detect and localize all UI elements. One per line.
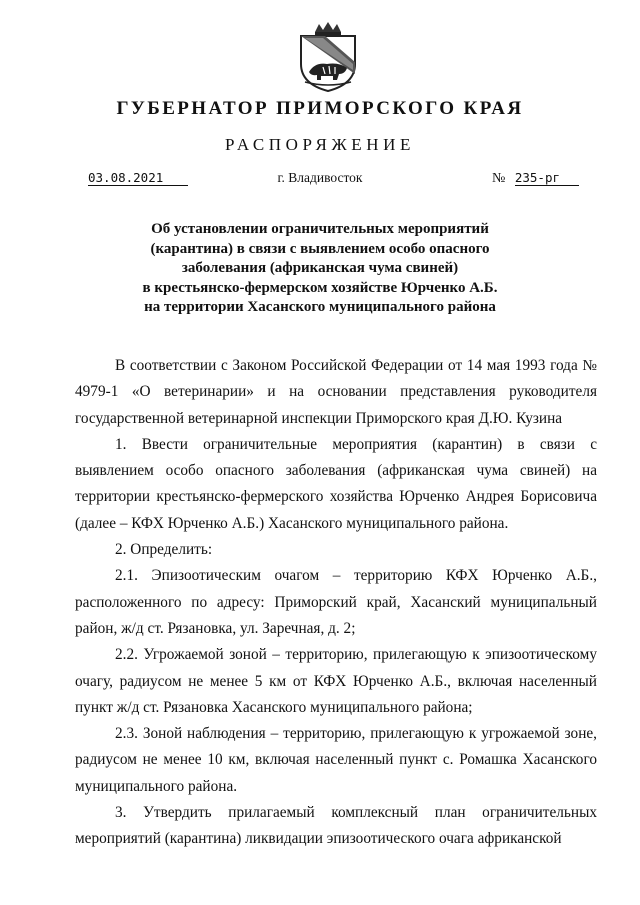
title-line: Об установлении ограничительных мероприятий (151, 221, 489, 237)
body-paragraph: 3. Утвердить прилагаемый комплексный план ограничительных мероприятий (карантина) ликвидации эпизоотического очага африканской (75, 804, 597, 848)
body-paragraph: 2.1. Эпизоотическим очагом – территорию КФХ Юрченко А.Б., расположенного по адресу: Приморский край, Хасанский муниципальный район, ж/д ст. Рязановка, ул. Заречная, д. 2; (75, 567, 597, 637)
body-paragraph: 1. Ввести ограничительные мероприятия (карантин) в связи с выявлением особо опасного заболевания (африканская чума свиней) на территории крестьянско-фермерского хозяйства Юрченко Андрея Борисовича (далее – КФХ Юрченко А.Б.) Хасанского муниципального района. (75, 435, 597, 532)
coat-of-arms-icon (295, 22, 361, 92)
body-paragraph: 2.2. Угрожаемой зоной – территорию, прилегающую к эпизоотическому очагу, радиусом не менее 5 км от КФХ Юрченко А.Б., включая населенный пункт ж/д ст. Рязановка Хасанского муниципального района; (75, 646, 597, 716)
date-value: 03.08.2021 (88, 170, 188, 186)
number-prefix: № (492, 171, 506, 186)
title-line: заболевания (африканская чума свиней) (181, 260, 459, 277)
document-type: РАСПОРЯЖЕНИЕ (224, 135, 416, 154)
title-line: на территории Хасанского муниципального района (144, 299, 496, 316)
body-paragraph: 2. Определить: (115, 541, 213, 559)
issuing-authority: ГУБЕРНАТОР ПРИМОРСКОГО КРАЯ (116, 98, 524, 119)
body-paragraph: 2.3. Зоной наблюдения – территорию, прилегающую к угрожаемой зоне, радиусом не менее 10 км, включая населенный пункт с. Ромашка Хасанского муниципального района. (75, 725, 597, 795)
document-number (492, 170, 579, 187)
document-body (75, 353, 597, 853)
number-value: 235-рг (515, 170, 579, 186)
body-paragraph: В соответствии с Законом Российской Федерации от 14 мая 1993 года № 4979-1 «О ветеринарии» и на основании представления руководителя государственной ветеринарной инспекции Приморского края Д.Ю. Кузина (75, 357, 597, 427)
issuing-city: г. Владивосток (277, 170, 363, 185)
title-line: в крестьянско-фермерском хозяйстве Юрченко А.Б. (142, 279, 498, 296)
title-line: (карантина) в связи с выявлением особо опасного (150, 240, 490, 257)
document-title (80, 220, 560, 318)
